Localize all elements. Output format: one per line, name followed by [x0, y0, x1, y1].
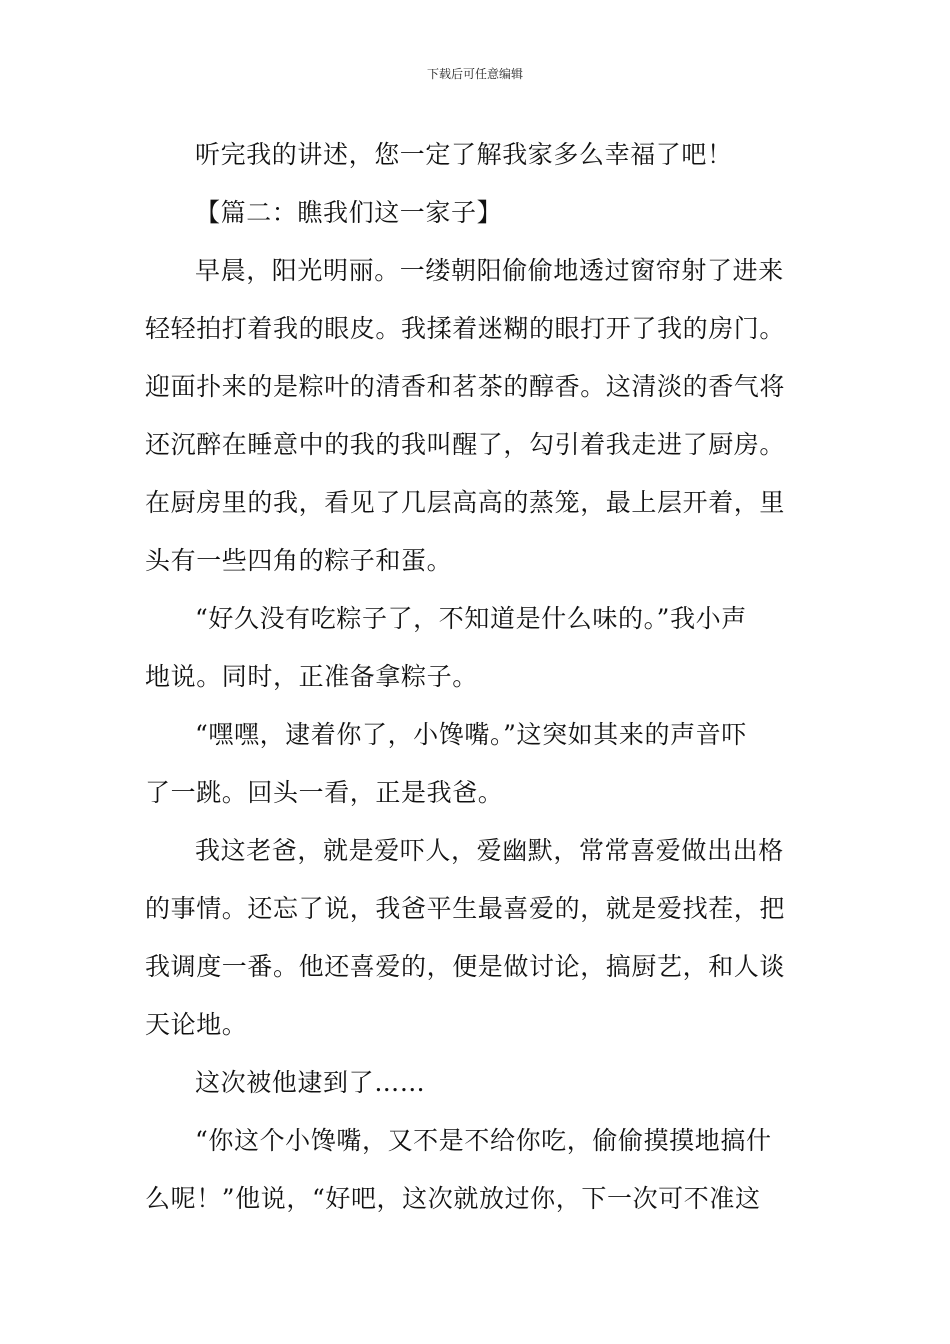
text-line: 天论地。	[145, 1010, 248, 1039]
text-line: “好久没有吃粽子了，不知道是什么味的。”我小声	[195, 604, 747, 633]
text-line: 早晨，阳光明丽。一缕朝阳偷偷地透过窗帘射了进来	[195, 256, 784, 285]
text-line: 的事情。还忘了说，我爸平生最喜爱的，就是爱找茬，把	[145, 894, 786, 923]
text-line: 头有一些四角的粽子和蛋。	[145, 546, 453, 575]
text-line: 在厨房里的我，看见了几层高高的蒸笼，最上层开着，里	[145, 488, 786, 517]
text-line: 么呢！”他说，“好吧，这次就放过你，下一次可不准这	[145, 1184, 761, 1213]
text-line: “你这个小馋嘴，又不是不给你吃，偷偷摸摸地搞什	[195, 1126, 772, 1155]
document-body	[145, 132, 807, 1234]
text-line: “嘿嘿，逮着你了，小馋嘴。”这突如其来的声音吓	[195, 720, 747, 749]
text-line: 听完我的讲述，您一定了解我家多么幸福了吧！	[195, 140, 733, 169]
text-line: 我调度一番。他还喜爱的，便是做讨论，搞厨艺，和人谈	[145, 952, 786, 981]
text-line: 地说。同时，正准备拿粽子。	[145, 662, 478, 691]
text-line: 还沉醉在睡意中的我的我叫醒了，勾引着我走进了厨房。	[145, 430, 786, 459]
text-line: 了一跳。回头一看，正是我爸。	[145, 778, 504, 807]
page-header: 下载后可任意编辑	[426, 67, 523, 81]
text-line: 这次被他逮到了……	[195, 1068, 426, 1097]
section-heading: 【篇二：瞧我们这一家子】	[195, 198, 503, 227]
text-line: 迎面扑来的是粽叶的清香和茗茶的醇香。这清淡的香气将	[145, 372, 786, 401]
text-line: 轻轻拍打着我的眼皮。我揉着迷糊的眼打开了我的房门。	[145, 314, 786, 343]
text-line: 我这老爸，就是爱吓人，爱幽默，常常喜爱做出出格	[195, 836, 784, 865]
